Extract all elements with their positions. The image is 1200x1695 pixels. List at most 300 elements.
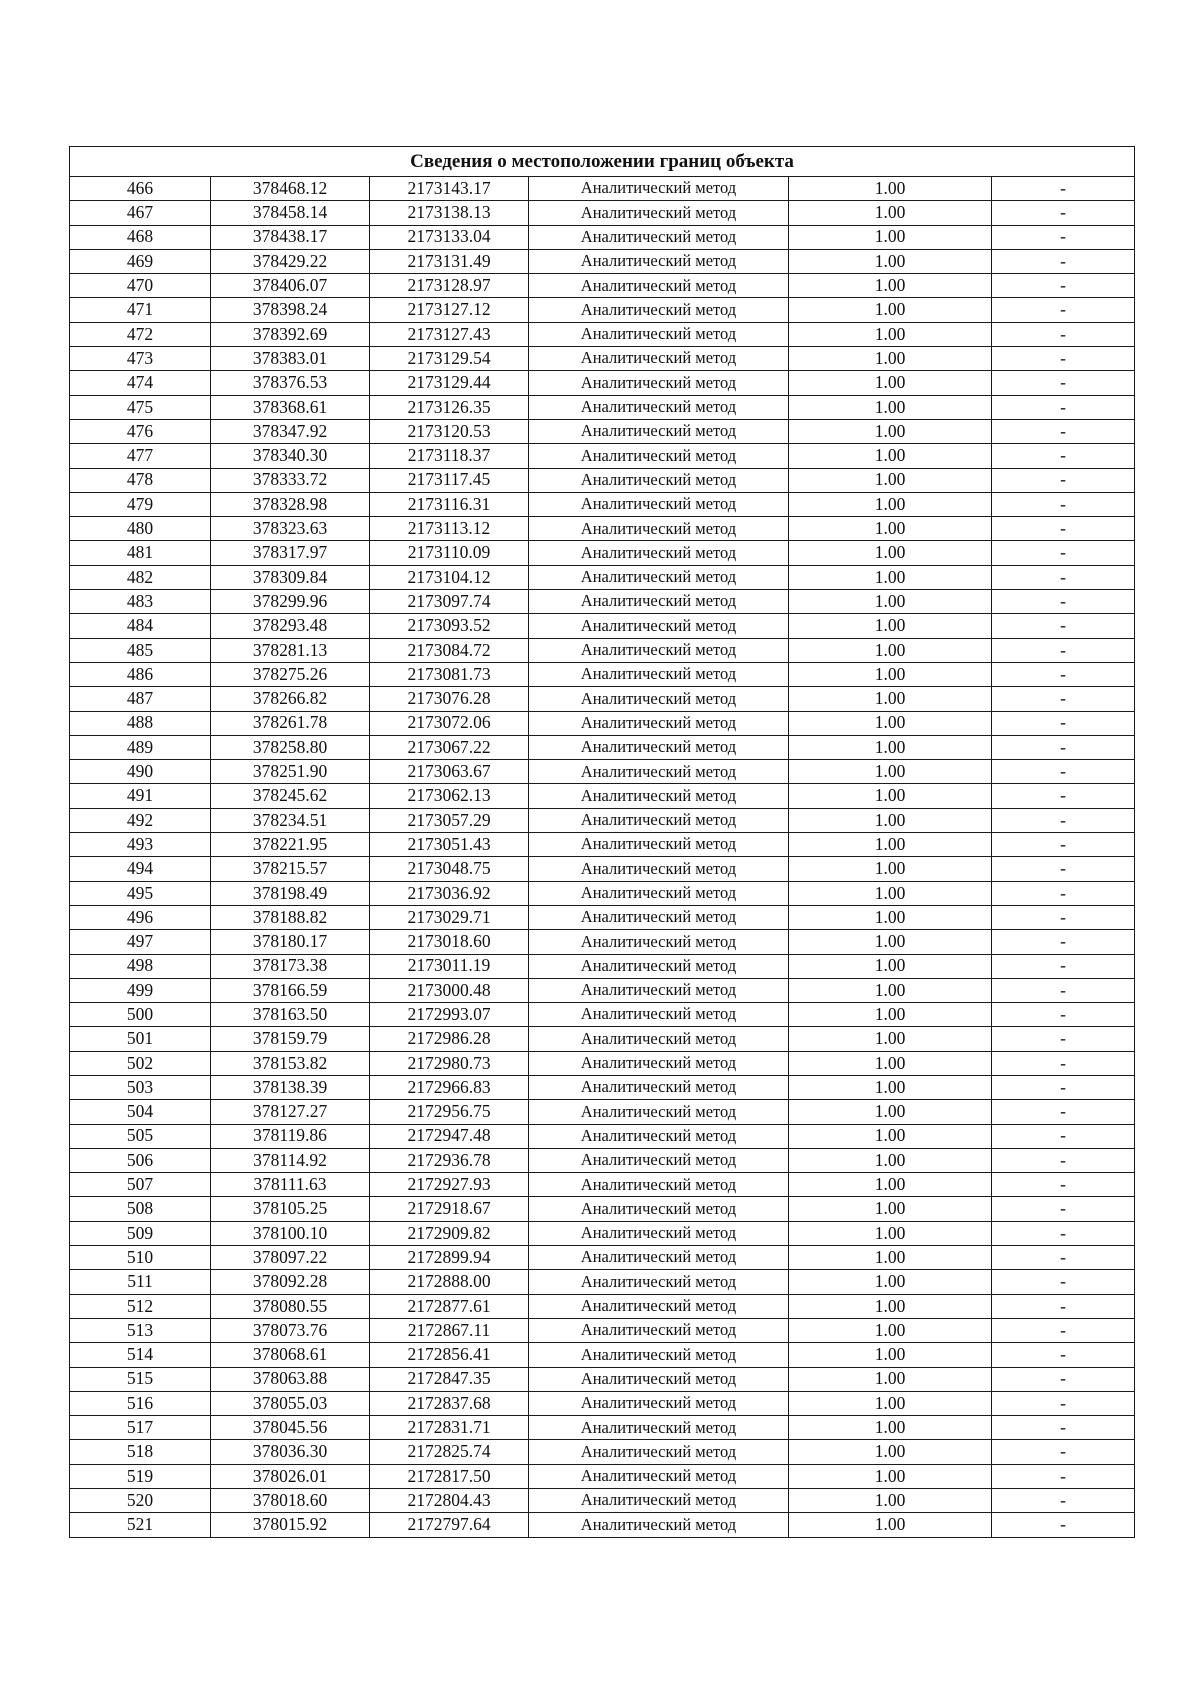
coordinate-y-cell: 2172817.50	[370, 1464, 529, 1488]
coordinate-y-cell: 2173011.19	[370, 954, 529, 978]
point-number-cell: 519	[70, 1464, 211, 1488]
determination-method-cell: Аналитический метод	[529, 735, 789, 759]
point-description-cell: -	[992, 1367, 1135, 1391]
accuracy-cell: 1.00	[789, 1391, 992, 1415]
table-row	[70, 1197, 1135, 1221]
accuracy-cell: 1.00	[789, 930, 992, 954]
point-number-cell: 485	[70, 638, 211, 662]
point-description-cell: -	[992, 249, 1135, 273]
coordinate-y-cell: 2173120.53	[370, 419, 529, 443]
accuracy-cell: 1.00	[789, 1246, 992, 1270]
coordinate-y-cell: 2172899.94	[370, 1246, 529, 1270]
determination-method-cell: Аналитический метод	[529, 395, 789, 419]
point-description-cell: -	[992, 1513, 1135, 1537]
coordinate-x-cell: 378138.39	[211, 1075, 370, 1099]
determination-method-cell: Аналитический метод	[529, 590, 789, 614]
point-description-cell: -	[992, 711, 1135, 735]
table-row	[70, 1051, 1135, 1075]
determination-method-cell: Аналитический метод	[529, 1416, 789, 1440]
determination-method-cell: Аналитический метод	[529, 1148, 789, 1172]
coordinate-x-cell: 378159.79	[211, 1027, 370, 1051]
point-number-cell: 504	[70, 1100, 211, 1124]
table-row	[70, 1148, 1135, 1172]
point-description-cell: -	[992, 881, 1135, 905]
table-row	[70, 517, 1135, 541]
coordinate-x-cell: 378245.62	[211, 784, 370, 808]
coordinate-y-cell: 2173128.97	[370, 274, 529, 298]
point-description-cell: -	[992, 541, 1135, 565]
coordinate-y-cell: 2173081.73	[370, 662, 529, 686]
table-row	[70, 419, 1135, 443]
document-page	[69, 146, 1134, 1538]
table-row	[70, 201, 1135, 225]
point-number-cell: 476	[70, 419, 211, 443]
determination-method-cell: Аналитический метод	[529, 1100, 789, 1124]
determination-method-cell: Аналитический метод	[529, 1051, 789, 1075]
point-number-cell: 498	[70, 954, 211, 978]
accuracy-cell: 1.00	[789, 833, 992, 857]
table-row	[70, 662, 1135, 686]
coordinate-x-cell: 378333.72	[211, 468, 370, 492]
accuracy-cell: 1.00	[789, 614, 992, 638]
determination-method-cell: Аналитический метод	[529, 347, 789, 371]
coordinate-y-cell: 2173097.74	[370, 590, 529, 614]
coordinate-y-cell: 2172804.43	[370, 1489, 529, 1513]
point-number-cell: 487	[70, 687, 211, 711]
coordinate-x-cell: 378281.13	[211, 638, 370, 662]
coordinate-y-cell: 2173072.06	[370, 711, 529, 735]
table-row	[70, 1221, 1135, 1245]
accuracy-cell: 1.00	[789, 1173, 992, 1197]
coordinate-y-cell: 2173104.12	[370, 565, 529, 589]
coordinate-x-cell: 378153.82	[211, 1051, 370, 1075]
accuracy-cell: 1.00	[789, 177, 992, 201]
point-description-cell: -	[992, 978, 1135, 1002]
coordinate-y-cell: 2173117.45	[370, 468, 529, 492]
point-number-cell: 475	[70, 395, 211, 419]
accuracy-cell: 1.00	[789, 711, 992, 735]
determination-method-cell: Аналитический метод	[529, 492, 789, 516]
point-number-cell: 511	[70, 1270, 211, 1294]
point-description-cell: -	[992, 833, 1135, 857]
accuracy-cell: 1.00	[789, 444, 992, 468]
accuracy-cell: 1.00	[789, 687, 992, 711]
point-description-cell: -	[992, 274, 1135, 298]
table-row	[70, 274, 1135, 298]
coordinate-y-cell: 2173133.04	[370, 225, 529, 249]
table-row	[70, 905, 1135, 929]
point-description-cell: -	[992, 1003, 1135, 1027]
determination-method-cell: Аналитический метод	[529, 1003, 789, 1027]
accuracy-cell: 1.00	[789, 1440, 992, 1464]
determination-method-cell: Аналитический метод	[529, 517, 789, 541]
accuracy-cell: 1.00	[789, 1003, 992, 1027]
accuracy-cell: 1.00	[789, 541, 992, 565]
coordinate-x-cell: 378063.88	[211, 1367, 370, 1391]
point-description-cell: -	[992, 1075, 1135, 1099]
point-number-cell: 494	[70, 857, 211, 881]
point-description-cell: -	[992, 468, 1135, 492]
determination-method-cell: Аналитический метод	[529, 468, 789, 492]
coordinate-x-cell: 378215.57	[211, 857, 370, 881]
accuracy-cell: 1.00	[789, 760, 992, 784]
table-row	[70, 1464, 1135, 1488]
determination-method-cell: Аналитический метод	[529, 1513, 789, 1537]
determination-method-cell: Аналитический метод	[529, 1197, 789, 1221]
point-number-cell: 515	[70, 1367, 211, 1391]
coordinate-y-cell: 2172877.61	[370, 1294, 529, 1318]
point-number-cell: 492	[70, 808, 211, 832]
accuracy-cell: 1.00	[789, 322, 992, 346]
point-description-cell: -	[992, 1294, 1135, 1318]
coordinate-y-cell: 2173116.31	[370, 492, 529, 516]
coordinate-y-cell: 2172956.75	[370, 1100, 529, 1124]
accuracy-cell: 1.00	[789, 565, 992, 589]
determination-method-cell: Аналитический метод	[529, 711, 789, 735]
coordinate-x-cell: 378100.10	[211, 1221, 370, 1245]
coordinate-x-cell: 378097.22	[211, 1246, 370, 1270]
accuracy-cell: 1.00	[789, 662, 992, 686]
point-number-cell: 514	[70, 1343, 211, 1367]
point-number-cell: 507	[70, 1173, 211, 1197]
coordinate-y-cell: 2172980.73	[370, 1051, 529, 1075]
table-row	[70, 1513, 1135, 1537]
coordinate-y-cell: 2173138.13	[370, 201, 529, 225]
point-description-cell: -	[992, 954, 1135, 978]
table-row	[70, 1075, 1135, 1099]
point-number-cell: 484	[70, 614, 211, 638]
coordinate-y-cell: 2173084.72	[370, 638, 529, 662]
accuracy-cell: 1.00	[789, 1148, 992, 1172]
point-number-cell: 495	[70, 881, 211, 905]
accuracy-cell: 1.00	[789, 395, 992, 419]
point-description-cell: -	[992, 760, 1135, 784]
accuracy-cell: 1.00	[789, 1464, 992, 1488]
coordinate-y-cell: 2173131.49	[370, 249, 529, 273]
coordinate-x-cell: 378340.30	[211, 444, 370, 468]
point-number-cell: 477	[70, 444, 211, 468]
point-number-cell: 520	[70, 1489, 211, 1513]
table-row	[70, 735, 1135, 759]
point-number-cell: 473	[70, 347, 211, 371]
point-number-cell: 466	[70, 177, 211, 201]
point-number-cell: 474	[70, 371, 211, 395]
determination-method-cell: Аналитический метод	[529, 1318, 789, 1342]
accuracy-cell: 1.00	[789, 517, 992, 541]
accuracy-cell: 1.00	[789, 905, 992, 929]
determination-method-cell: Аналитический метод	[529, 930, 789, 954]
point-number-cell: 488	[70, 711, 211, 735]
table-row	[70, 1440, 1135, 1464]
point-description-cell: -	[992, 784, 1135, 808]
coordinate-x-cell: 378163.50	[211, 1003, 370, 1027]
point-description-cell: -	[992, 735, 1135, 759]
point-number-cell: 506	[70, 1148, 211, 1172]
table-row	[70, 1124, 1135, 1148]
coordinate-y-cell: 2173063.67	[370, 760, 529, 784]
point-number-cell: 482	[70, 565, 211, 589]
table-row	[70, 249, 1135, 273]
determination-method-cell: Аналитический метод	[529, 249, 789, 273]
determination-method-cell: Аналитический метод	[529, 978, 789, 1002]
accuracy-cell: 1.00	[789, 1513, 992, 1537]
table-row	[70, 492, 1135, 516]
accuracy-cell: 1.00	[789, 638, 992, 662]
accuracy-cell: 1.00	[789, 1051, 992, 1075]
point-description-cell: -	[992, 225, 1135, 249]
table-row	[70, 1173, 1135, 1197]
coordinate-y-cell: 2172986.28	[370, 1027, 529, 1051]
table-row	[70, 954, 1135, 978]
coordinate-x-cell: 378015.92	[211, 1513, 370, 1537]
accuracy-cell: 1.00	[789, 978, 992, 1002]
coordinate-x-cell: 378468.12	[211, 177, 370, 201]
coordinate-x-cell: 378198.49	[211, 881, 370, 905]
table-row	[70, 857, 1135, 881]
table-title-row	[70, 147, 1135, 177]
point-description-cell: -	[992, 857, 1135, 881]
determination-method-cell: Аналитический метод	[529, 881, 789, 905]
determination-method-cell: Аналитический метод	[529, 1221, 789, 1245]
determination-method-cell: Аналитический метод	[529, 177, 789, 201]
coordinate-y-cell: 2172993.07	[370, 1003, 529, 1027]
point-number-cell: 521	[70, 1513, 211, 1537]
point-description-cell: -	[992, 905, 1135, 929]
accuracy-cell: 1.00	[789, 1489, 992, 1513]
accuracy-cell: 1.00	[789, 1294, 992, 1318]
coordinate-x-cell: 378234.51	[211, 808, 370, 832]
coordinate-y-cell: 2173000.48	[370, 978, 529, 1002]
point-description-cell: -	[992, 1270, 1135, 1294]
coordinate-y-cell: 2172936.78	[370, 1148, 529, 1172]
determination-method-cell: Аналитический метод	[529, 784, 789, 808]
accuracy-cell: 1.00	[789, 735, 992, 759]
coordinate-x-cell: 378458.14	[211, 201, 370, 225]
point-description-cell: -	[992, 1027, 1135, 1051]
table-row	[70, 1489, 1135, 1513]
coordinate-x-cell: 378026.01	[211, 1464, 370, 1488]
determination-method-cell: Аналитический метод	[529, 1464, 789, 1488]
accuracy-cell: 1.00	[789, 1124, 992, 1148]
point-number-cell: 500	[70, 1003, 211, 1027]
accuracy-cell: 1.00	[789, 590, 992, 614]
accuracy-cell: 1.00	[789, 1343, 992, 1367]
coordinate-y-cell: 2173067.22	[370, 735, 529, 759]
coordinate-x-cell: 378073.76	[211, 1318, 370, 1342]
point-number-cell: 486	[70, 662, 211, 686]
table-body	[70, 177, 1135, 1538]
determination-method-cell: Аналитический метод	[529, 1391, 789, 1415]
determination-method-cell: Аналитический метод	[529, 1246, 789, 1270]
accuracy-cell: 1.00	[789, 857, 992, 881]
point-number-cell: 512	[70, 1294, 211, 1318]
point-number-cell: 489	[70, 735, 211, 759]
point-description-cell: -	[992, 298, 1135, 322]
table-row	[70, 1027, 1135, 1051]
coordinate-x-cell: 378068.61	[211, 1343, 370, 1367]
determination-method-cell: Аналитический метод	[529, 541, 789, 565]
table-row	[70, 1343, 1135, 1367]
coordinate-y-cell: 2173018.60	[370, 930, 529, 954]
coordinate-x-cell: 378036.30	[211, 1440, 370, 1464]
accuracy-cell: 1.00	[789, 371, 992, 395]
point-description-cell: -	[992, 492, 1135, 516]
point-number-cell: 518	[70, 1440, 211, 1464]
point-description-cell: -	[992, 1221, 1135, 1245]
point-description-cell: -	[992, 1124, 1135, 1148]
coordinate-x-cell: 378119.86	[211, 1124, 370, 1148]
determination-method-cell: Аналитический метод	[529, 833, 789, 857]
coordinate-x-cell: 378092.28	[211, 1270, 370, 1294]
coordinate-y-cell: 2172888.00	[370, 1270, 529, 1294]
table-row	[70, 590, 1135, 614]
point-number-cell: 509	[70, 1221, 211, 1245]
coordinate-y-cell: 2172947.48	[370, 1124, 529, 1148]
point-description-cell: -	[992, 1343, 1135, 1367]
point-number-cell: 469	[70, 249, 211, 273]
table-row	[70, 881, 1135, 905]
table-row	[70, 687, 1135, 711]
determination-method-cell: Аналитический метод	[529, 638, 789, 662]
coordinate-y-cell: 2173062.13	[370, 784, 529, 808]
point-description-cell: -	[992, 419, 1135, 443]
point-description-cell: -	[992, 1464, 1135, 1488]
point-description-cell: -	[992, 347, 1135, 371]
coordinate-x-cell: 378180.17	[211, 930, 370, 954]
determination-method-cell: Аналитический метод	[529, 1270, 789, 1294]
coordinate-y-cell: 2173126.35	[370, 395, 529, 419]
point-number-cell: 516	[70, 1391, 211, 1415]
table-row	[70, 468, 1135, 492]
table-row	[70, 760, 1135, 784]
table-row	[70, 833, 1135, 857]
table-row	[70, 784, 1135, 808]
table-row	[70, 638, 1135, 662]
point-description-cell: -	[992, 687, 1135, 711]
point-number-cell: 483	[70, 590, 211, 614]
point-description-cell: -	[992, 1148, 1135, 1172]
table-row	[70, 395, 1135, 419]
accuracy-cell: 1.00	[789, 784, 992, 808]
table-row	[70, 1318, 1135, 1342]
determination-method-cell: Аналитический метод	[529, 662, 789, 686]
point-description-cell: -	[992, 322, 1135, 346]
point-number-cell: 497	[70, 930, 211, 954]
point-description-cell: -	[992, 1100, 1135, 1124]
accuracy-cell: 1.00	[789, 881, 992, 905]
point-number-cell: 491	[70, 784, 211, 808]
coordinate-x-cell: 378406.07	[211, 274, 370, 298]
coordinate-y-cell: 2172867.11	[370, 1318, 529, 1342]
accuracy-cell: 1.00	[789, 1416, 992, 1440]
coordinate-y-cell: 2173113.12	[370, 517, 529, 541]
table-row	[70, 177, 1135, 201]
determination-method-cell: Аналитический метод	[529, 760, 789, 784]
table-row	[70, 541, 1135, 565]
point-description-cell: -	[992, 1391, 1135, 1415]
coordinate-x-cell: 378127.27	[211, 1100, 370, 1124]
coordinate-x-cell: 378173.38	[211, 954, 370, 978]
coordinate-x-cell: 378438.17	[211, 225, 370, 249]
coordinate-y-cell: 2173057.29	[370, 808, 529, 832]
point-number-cell: 478	[70, 468, 211, 492]
point-number-cell: 496	[70, 905, 211, 929]
point-number-cell: 467	[70, 201, 211, 225]
point-number-cell: 493	[70, 833, 211, 857]
accuracy-cell: 1.00	[789, 808, 992, 832]
coordinate-y-cell: 2172847.35	[370, 1367, 529, 1391]
point-number-cell: 470	[70, 274, 211, 298]
coordinate-x-cell: 378166.59	[211, 978, 370, 1002]
coordinate-x-cell: 378398.24	[211, 298, 370, 322]
point-description-cell: -	[992, 444, 1135, 468]
coordinate-y-cell: 2172831.71	[370, 1416, 529, 1440]
accuracy-cell: 1.00	[789, 468, 992, 492]
point-number-cell: 481	[70, 541, 211, 565]
coordinate-x-cell: 378266.82	[211, 687, 370, 711]
point-number-cell: 517	[70, 1416, 211, 1440]
coordinate-x-cell: 378309.84	[211, 565, 370, 589]
point-description-cell: -	[992, 1173, 1135, 1197]
determination-method-cell: Аналитический метод	[529, 1124, 789, 1148]
point-number-cell: 479	[70, 492, 211, 516]
coordinate-x-cell: 378429.22	[211, 249, 370, 273]
coordinate-x-cell: 378347.92	[211, 419, 370, 443]
point-description-cell: -	[992, 1440, 1135, 1464]
accuracy-cell: 1.00	[789, 1100, 992, 1124]
determination-method-cell: Аналитический метод	[529, 322, 789, 346]
table-row	[70, 322, 1135, 346]
determination-method-cell: Аналитический метод	[529, 298, 789, 322]
point-description-cell: -	[992, 371, 1135, 395]
table-row	[70, 1246, 1135, 1270]
table-row	[70, 1367, 1135, 1391]
table-row	[70, 1416, 1135, 1440]
point-number-cell: 503	[70, 1075, 211, 1099]
table-row	[70, 808, 1135, 832]
point-description-cell: -	[992, 1197, 1135, 1221]
coordinate-y-cell: 2172909.82	[370, 1221, 529, 1245]
table-row	[70, 298, 1135, 322]
coordinate-y-cell: 2173127.12	[370, 298, 529, 322]
table-row	[70, 565, 1135, 589]
coordinate-y-cell: 2173118.37	[370, 444, 529, 468]
coordinate-y-cell: 2172837.68	[370, 1391, 529, 1415]
point-number-cell: 513	[70, 1318, 211, 1342]
coordinate-x-cell: 378105.25	[211, 1197, 370, 1221]
point-description-cell: -	[992, 808, 1135, 832]
accuracy-cell: 1.00	[789, 249, 992, 273]
determination-method-cell: Аналитический метод	[529, 905, 789, 929]
determination-method-cell: Аналитический метод	[529, 225, 789, 249]
determination-method-cell: Аналитический метод	[529, 419, 789, 443]
accuracy-cell: 1.00	[789, 347, 992, 371]
point-description-cell: -	[992, 638, 1135, 662]
table-row	[70, 614, 1135, 638]
coordinate-x-cell: 378018.60	[211, 1489, 370, 1513]
coordinate-x-cell: 378055.03	[211, 1391, 370, 1415]
coordinate-x-cell: 378317.97	[211, 541, 370, 565]
coordinate-x-cell: 378323.63	[211, 517, 370, 541]
point-number-cell: 510	[70, 1246, 211, 1270]
coordinate-x-cell: 378299.96	[211, 590, 370, 614]
table-row	[70, 225, 1135, 249]
point-description-cell: -	[992, 395, 1135, 419]
point-number-cell: 501	[70, 1027, 211, 1051]
coordinate-x-cell: 378221.95	[211, 833, 370, 857]
accuracy-cell: 1.00	[789, 492, 992, 516]
accuracy-cell: 1.00	[789, 1270, 992, 1294]
